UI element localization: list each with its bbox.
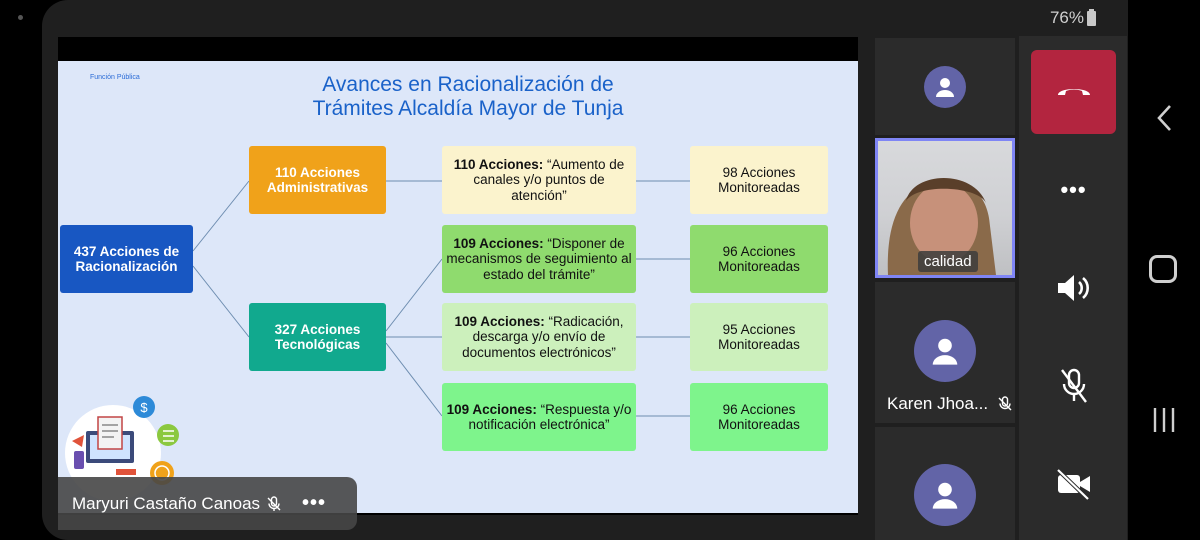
person-icon — [930, 480, 960, 510]
tech-actions-label: 327 Acciones Tecnológicas — [274, 321, 361, 352]
admin-actions-box — [249, 146, 386, 214]
svg-text:$: $ — [140, 400, 148, 415]
home-icon[interactable] — [1149, 255, 1177, 283]
presenter-tag[interactable] — [58, 477, 357, 530]
battery-percent: 76% — [1049, 8, 1084, 27]
avatar — [924, 66, 966, 108]
action-box-2 — [442, 225, 636, 293]
slide-title-line2: Trámites Alcaldía Mayor de Tunja — [312, 97, 624, 120]
action-1-text: “Aumento de canales y/o puntos de atención” — [473, 156, 625, 203]
call-controls — [1019, 36, 1127, 540]
participant-tile-1[interactable] — [875, 38, 1015, 135]
speaker-icon — [1056, 271, 1092, 305]
front-camera — [18, 15, 23, 20]
monitored-2-label: 96 Acciones Monitoreadas — [718, 243, 800, 274]
hang-up-icon — [1055, 84, 1093, 100]
action-2-text: “Disponer de mecanismos de seguimiento al estado del trámite” — [446, 235, 632, 282]
action-2-count: 109 Acciones: — [453, 235, 544, 251]
participant-tile-4[interactable] — [875, 427, 1015, 540]
action-4-text: “Respuesta y/o notificación electrónica” — [468, 401, 632, 432]
microphone-button[interactable] — [1031, 356, 1116, 416]
participant-name: Karen Jhoa... — [887, 394, 989, 413]
admin-actions-label: 110 Acciones Administrativas — [266, 164, 369, 195]
battery-icon — [1087, 11, 1096, 26]
action-3-count: 109 Acciones: — [454, 313, 545, 329]
participant-video-name: calidad — [918, 251, 978, 272]
battery-status — [1050, 8, 1096, 28]
monitored-box-2 — [690, 225, 828, 293]
action-3-text: “Radicación, descarga y/o envío de documentos electrónicos” — [462, 313, 624, 360]
monitored-box-3 — [690, 303, 828, 371]
root-actions-box — [60, 225, 193, 293]
more-options-icon: ••• — [1060, 177, 1087, 202]
avatar — [914, 464, 976, 526]
monitored-box-1 — [690, 146, 828, 214]
mic-off-icon — [266, 496, 282, 512]
mic-off-icon — [1058, 367, 1090, 405]
camera-off-icon — [1055, 467, 1093, 501]
mic-off-icon — [997, 396, 1013, 412]
action-box-1 — [442, 146, 636, 214]
monitored-4-label: 96 Acciones Monitoreadas — [718, 401, 800, 432]
more-options-button[interactable] — [1031, 160, 1116, 220]
hang-up-button[interactable] — [1031, 50, 1116, 134]
action-box-4 — [442, 383, 636, 451]
monitored-1-label: 98 Acciones Monitoreadas — [718, 164, 800, 195]
camera-button[interactable] — [1031, 454, 1116, 514]
action-1-count: 110 Acciones: — [453, 156, 544, 172]
presenter-more-icon[interactable]: ••• — [302, 492, 327, 514]
presenter-name: Maryuri Castaño Canoas — [72, 493, 261, 513]
action-4-count: 109 Acciones: — [446, 401, 537, 417]
avatar — [914, 320, 976, 382]
slide-title-line1: Avances en Racionalización de — [322, 73, 614, 96]
slide-logo: Función Pública — [90, 74, 140, 81]
slide-title — [248, 73, 688, 121]
person-icon — [934, 76, 956, 98]
person-icon — [930, 336, 960, 366]
speaker-button[interactable] — [1031, 258, 1116, 318]
shared-screen[interactable] — [58, 37, 858, 515]
presentation-slide — [58, 61, 858, 513]
tech-actions-box — [249, 303, 386, 371]
recents-icon[interactable] — [1150, 405, 1178, 435]
monitored-box-4 — [690, 383, 828, 451]
participant-tile-video[interactable] — [875, 138, 1015, 278]
back-icon[interactable] — [1150, 100, 1180, 136]
participant-tile-karen[interactable] — [875, 282, 1015, 423]
root-actions-label: 437 Acciones de Racionalización — [73, 243, 180, 274]
action-box-3 — [442, 303, 636, 371]
monitored-3-label: 95 Acciones Monitoreadas — [718, 321, 800, 352]
